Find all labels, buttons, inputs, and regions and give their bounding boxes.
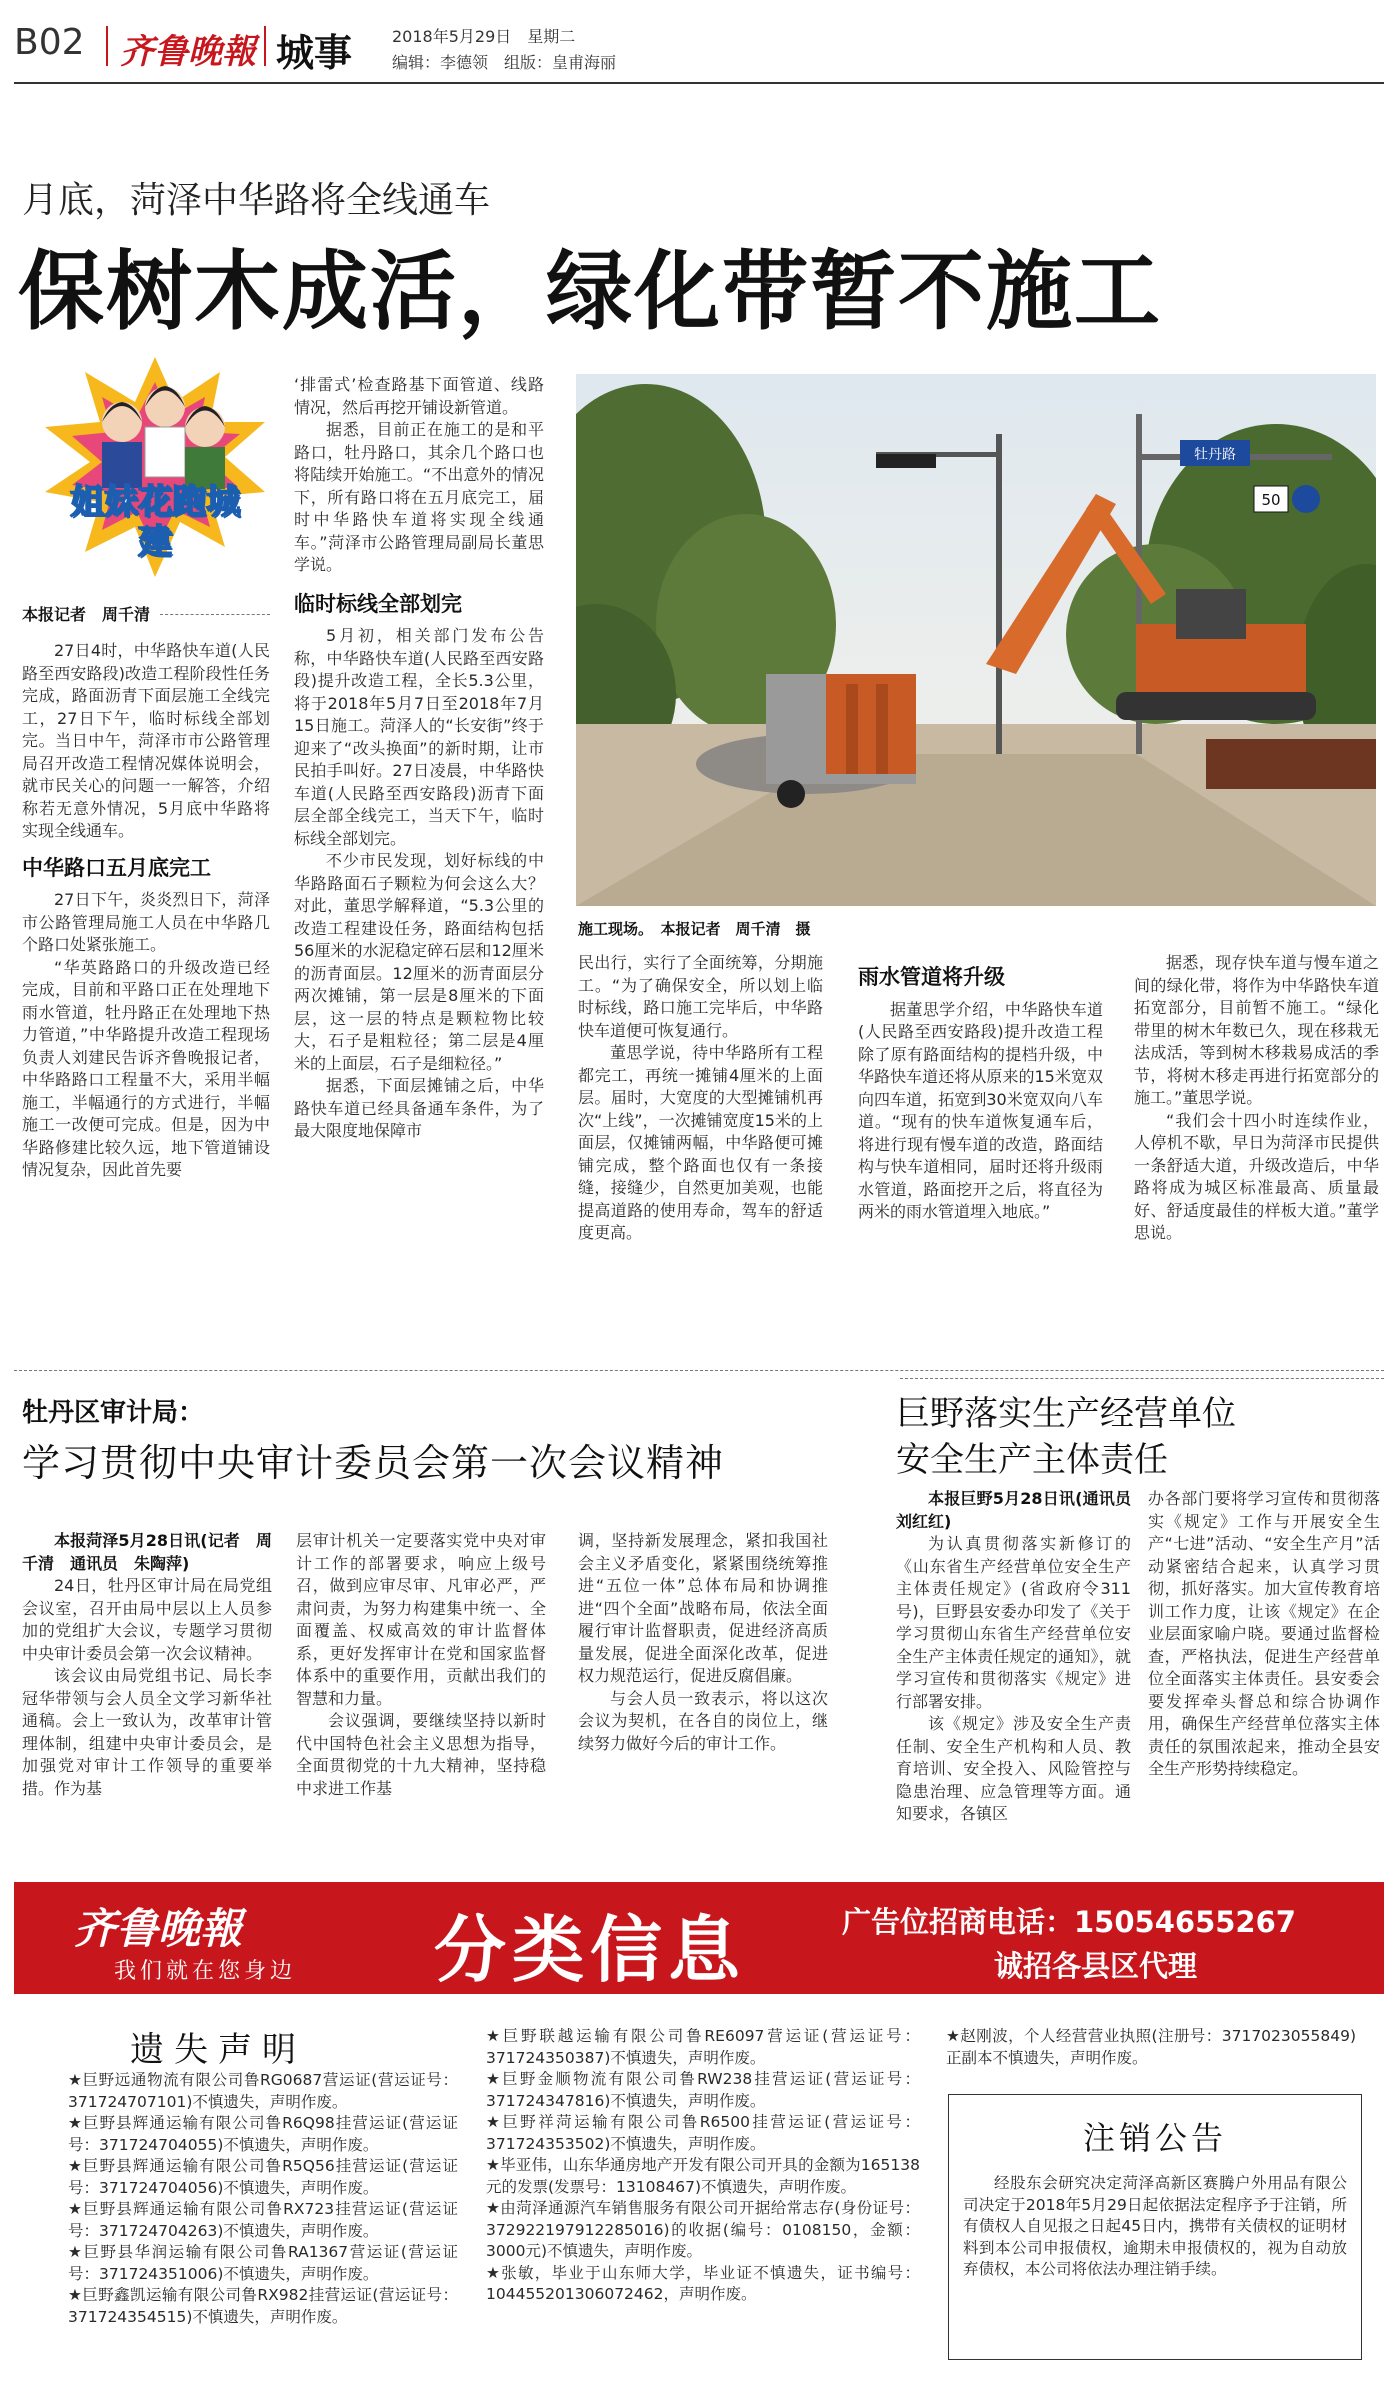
masthead-rule bbox=[14, 82, 1384, 84]
masthead bbox=[14, 14, 1384, 76]
paragraph: 办各部门要将学习宣传和贯彻落实《规定》工作与开展安全生产“七进”活动、“安全生产月”活动紧密结合起来，认真学习贯彻，抓好落实。加大宣传教育培训工作力度，让该《规定》在企业层面家喻户晓。要通过监督检查，严格执法，促进生产经营单位全面落实主体责任。县安委会要发挥牵头督总和综合协调作用，确保生产经营单位落实主体责任的氛围浓起来，推动全县安全生产形势持续稳定。 bbox=[1148, 1489, 1380, 1778]
notice-item: ★赵刚波，个人经营营业执照(注册号：3717023055849)正副本不慎遗失，声明作废。 bbox=[946, 2027, 1356, 2067]
cancel-body bbox=[963, 2173, 1347, 2281]
subhead-rainwater: 雨水管道将升级 bbox=[858, 965, 1005, 989]
section-divider bbox=[14, 1370, 1384, 1371]
paragraph: 27日下午，炎炎烈日下，菏泽市公路管理局施工人员在中华路几个路口处紧张施工。 bbox=[22, 890, 270, 954]
reporter-byline: 本报记者 周千清 bbox=[22, 605, 151, 624]
notice-item: ★巨野县辉通运输有限公司鲁RX723挂营运证(营运证号：371724704263)不慎遗失，声明作废。 bbox=[68, 2200, 458, 2240]
column-badge bbox=[40, 352, 270, 582]
reporter-face-3 bbox=[185, 407, 225, 447]
banner-title: 分类信息 bbox=[434, 1908, 747, 1992]
speed-sign-text: 50 bbox=[1261, 491, 1281, 509]
juye-dateline: 本报巨野5月28日讯(通讯员 刘红红) bbox=[896, 1489, 1148, 1531]
notice-item: ★巨野鑫凯运输有限公司鲁RX982挂营运证(营运证号：371724354515)不慎遗失，声明作废。 bbox=[68, 2286, 458, 2326]
audit-kicker: 牡丹区审计局： bbox=[22, 1398, 205, 1428]
paragraph: 据悉，现存快车道与慢车道之间的绿化带，将作为中华路快车道拓宽部分，目前暂不施工。“绿化带里的树木年数已久，现在移栽无法成活，等到树木移栽易成活的季节，将树木移走再进行拓宽部分的施工。”董思学说。 bbox=[1134, 953, 1379, 1107]
editor-line: 编辑：李德领 组版：皇甫海丽 bbox=[392, 53, 617, 72]
main-headline: 保树木成活，绿化带暂不施工 bbox=[18, 242, 1162, 342]
signal-pole bbox=[996, 434, 1002, 754]
paper-logo: 齐鲁晚報 bbox=[120, 32, 256, 72]
main-col-1 bbox=[22, 640, 270, 1182]
cancel-notice-box bbox=[948, 2094, 1362, 2360]
masthead-divider bbox=[106, 26, 108, 66]
main-col-5 bbox=[1134, 952, 1379, 1245]
lost-col-2 bbox=[486, 2026, 920, 2306]
paragraph: 27日4时，中华路快车道(人民路至西安路段)改造工程阶段性任务完成，路面沥青下面层施工全线完工，27日下午，临时标线全部划完。当日中午，菏泽市市公路管理局召开改造工程情况媒体说明会，就市民关心的问题一一解答，介绍称若无意外情况，5月底中华路将实现全线通车。 bbox=[22, 641, 270, 840]
paragraph: 24日，牡丹区审计局在局党组会议室，召开由局中层以上人员参加的党组扩大会议，专题学习贯彻中央审计委员会第一次会议精神。 bbox=[22, 1576, 272, 1663]
paragraph: 据悉，下面层摊铺之后，中华路快车道已经具备通车条件，为了最大限度地保障市 bbox=[294, 1076, 544, 1140]
photo-caption: 施工现场。 本报记者 周千清 摄 bbox=[578, 920, 811, 938]
audit-col-2 bbox=[296, 1530, 546, 1800]
notice-item: ★巨野远通物流有限公司鲁RG0687营运证(营运证号：371724707101)不慎遗失，声明作废。 bbox=[68, 2071, 458, 2111]
reporter-face-2 bbox=[145, 387, 185, 427]
notice-item: ★巨野县辉通运输有限公司鲁R6Q98挂营运证(营运证号：371724704055)不慎遗失，声明作废。 bbox=[68, 2114, 458, 2154]
main-kicker: 月底，菏泽中华路将全线通车 bbox=[22, 180, 491, 221]
paragraph: 层审计机关一定要落实党中央对审计工作的部署要求，响应上级号召，做到应审尽审、凡审必严，严肃问责，为努力构建集中统一、全面覆盖、权威高效的审计监督体系，更好发挥审计在党和国家监督体系中的重要作用，贡献出我们的智慧和力量。 bbox=[296, 1531, 546, 1708]
road-sign-text: 牡丹路 bbox=[1194, 447, 1236, 463]
paragraph: 调，坚持新发展理念，紧扣我国社会主义矛盾变化，紧紧围绕统筹推进“五位一体”总体布局和协调推进“四个全面”战略布局，依法全面履行审计监督职责，促进经济高质量发展，促进全面深化改革，促进权力规范运行，促进反腐倡廉。 bbox=[578, 1531, 828, 1685]
notice-item: ★巨野县辉通运输有限公司鲁R5Q56挂营运证(营运证号：371724704056)不慎遗失，声明作废。 bbox=[68, 2157, 458, 2197]
paragraph: 董思学说，待中华路所有工程都完工，再统一摊铺4厘米的上面层。届时，大宽度的大型摊铺机再次“上线”，一次摊铺宽度15米的上面层，仅摊铺两幅，中华路便可摊铺完成，整个路面也仅有一条接缝，接缝少，自然更加美观，也能提高道路的使用寿命，驾车的舒适度更高。 bbox=[578, 1043, 823, 1242]
paragraph: 与会人员一致表示，将以这次会议为契机，在各自的岗位上，继续努力做好今后的审计工作。 bbox=[578, 1688, 828, 1753]
lost-title: 遗失声明 bbox=[130, 2030, 306, 2070]
paragraph: 据董思学介绍，中华路快车道(人民路至西安路段)提升改造工程除了原有路面结构的提档升级，中华路快车道还将从原来的15米宽双向四车道，拓宽到30米宽双向八车道。“现有的快车道恢复通车后，将进行现有慢车道的改造，路面结构与快车道相同，届时还将升级雨水管道，路面挖开之后，将直径为两米的雨水管道埋入地底。” bbox=[858, 999, 1103, 1221]
main-col-4 bbox=[858, 952, 1103, 1224]
subhead-intersection: 中华路口五月底完工 bbox=[22, 855, 211, 880]
paragraph: 经股东会研究决定菏泽高新区赛腾户外用品有限公司决定于2018年5月29日起依据法定程序予于注销，所有债权人自见报之日起45日内，携带有关债权的证明材料到本公司申报债权，逾期未申报债权的，视为自动放弃债权，本公司将依法办理注销手续。 bbox=[963, 2174, 1347, 2278]
byline-dash bbox=[160, 614, 270, 615]
audit-col-1 bbox=[22, 1530, 272, 1800]
paragraph: 据悉，目前正在施工的是和平路口，牡丹路口，其余几个路口也将陆续开始施工。“不出意外的情况下，所有路口将在五月底完工，届时中华路快车道将实现全线通车。”菏泽市公路管理局副局长董思学说。 bbox=[294, 420, 544, 574]
notice-item: ★巨野金顺物流有限公司鲁RW238挂营运证(营运证号：371724347816)不慎遗失，声明作废。 bbox=[486, 2070, 920, 2110]
notice-item: ★巨野县华润运输有限公司鲁RA1367营运证(营运证号：371724351006)不慎遗失，声明作废。 bbox=[68, 2243, 458, 2283]
section-title: 城事 bbox=[276, 31, 353, 75]
page-code: B02 bbox=[14, 22, 85, 63]
paragraph: 会议强调，要继续坚持以新时代中国特色社会主义思想为指导，全面贯彻党的十九大精神，坚持稳中求进工作基 bbox=[296, 1711, 546, 1798]
main-col-2 bbox=[294, 374, 544, 1143]
juye-top-rule bbox=[900, 1378, 1384, 1379]
main-col-3 bbox=[578, 952, 823, 1245]
banner-slogan: 我们就在您身边 bbox=[114, 1959, 297, 1984]
audit-dateline: 本报菏泽5月28日讯(记者 周千清 通讯员 朱陶萍) bbox=[22, 1531, 272, 1573]
juye-headline-2: 安全生产主体责任 bbox=[896, 1440, 1168, 1480]
date-line: 2018年5月29日 星期二 bbox=[392, 27, 576, 46]
lost-col-3 bbox=[946, 2026, 1356, 2069]
reporter-face-1 bbox=[102, 402, 142, 442]
juye-headline-1: 巨野落实生产经营单位 bbox=[896, 1394, 1236, 1434]
notice-item: ★巨野祥菏运输有限公司鲁R6500挂营运证(营运证号：371724353502)不慎遗失，声明作废。 bbox=[486, 2113, 920, 2153]
audit-headline: 学习贯彻中央审计委员会第一次会议精神 bbox=[22, 1441, 725, 1485]
paragraph: ‘排雷式’检查路基下面管道、线路情况，然后再挖开铺设新管道。 bbox=[294, 375, 544, 417]
paragraph: “我们会十四小时连续作业，人停机不歇，早日为菏泽市民提供一条舒适大道，升级改造后，中华路将成为城区标准最高、质量最好、舒适度最佳的样板大道。”董学思说。 bbox=[1134, 1110, 1379, 1242]
banner-phone: 广告位招商电话：15054655267 bbox=[842, 1905, 1296, 1939]
construction-photo bbox=[576, 374, 1376, 906]
juye-col-2 bbox=[1148, 1488, 1380, 1781]
banner-logo: 齐鲁晚報 bbox=[74, 1904, 243, 1953]
paragraph: 为认真贯彻落实新修订的《山东省生产经营单位安全生产主体责任规定》(省政府令311号)，巨野县安委办印发了《关于学习贯彻山东省生产经营单位安全生产主体责任规定的通知》，就学习宣传和贯彻落实《规定》进行部署安排。 bbox=[896, 1534, 1131, 1711]
pipes bbox=[1206, 739, 1376, 789]
paragraph: 不少市民发现，划好标线的中华路路面石子颗粒为何会这么大？对此，董思学解释道，“5.3公里的改造工程建设任务，路面结构包括56厘米的水泥稳定碎石层和12厘米的沥青面层。12厘米的沥青面层分两次摊铺，第一层是8厘米的下面层，这一层的特点是颗粒物比较大，石子是粗粒径；第二层是4厘米的上面层，石子是细粒径。” bbox=[294, 851, 544, 1073]
paragraph: 民出行，实行了全面统筹，分期施工。“为了确保安全，所以划上临时标线，路口施工完毕后，中华路快车道便可恢复通行。 bbox=[578, 953, 823, 1040]
paragraph: 该《规定》涉及安全生产责任制、安全生产机构和人员、教育培训、安全投入、风险管控与隐患治理、应急管理等方面。通知要求，各镇区 bbox=[896, 1714, 1131, 1823]
classified-banner bbox=[14, 1882, 1384, 1994]
banner-recruit: 诚招各县区代理 bbox=[994, 1949, 1198, 1983]
masthead-divider-2 bbox=[264, 26, 266, 66]
subhead-marking: 临时标线全部划完 bbox=[294, 591, 462, 616]
badge-text: 姐妹花跑城建 bbox=[70, 482, 240, 562]
notice-item: ★由菏泽通源汽车销售服务有限公司开据给常志存(身份证号：372922197912285016)的收据(编号：0108150，金额：3000元)不慎遗失，声明作废。 bbox=[486, 2199, 920, 2260]
cancel-title: 注销公告 bbox=[1082, 2119, 1227, 2157]
lost-col-1 bbox=[68, 2070, 458, 2328]
audit-col-3 bbox=[578, 1530, 828, 1755]
paragraph: 该会议由局党组书记、局长李冠华带领与会人员全文学习新华社通稿。会上一致认为，改革审计管理体制，组建中央审计委员会，是加强党对审计工作领导的重要举措。作为基 bbox=[22, 1666, 272, 1798]
paragraph: 5月初，相关部门发布公告称，中华路快车道(人民路至西安路段)提升改造工程，全长5.3公里，将于2018年5月7日至2018年7月15日施工。菏泽人的“长安街”终于迎来了“改头换面”的新时期，让市民拍手叫好。27日凌晨，中华路快车道(人民路至西安路段)沥青下面层全部全线完工，当天下午，临时标线全部划完。 bbox=[294, 626, 544, 848]
notice-item: ★巨野联越运输有限公司鲁RE6097营运证(营运证号：371724350387)不慎遗失，声明作废。 bbox=[486, 2027, 920, 2067]
notice-item: ★毕亚伟，山东华通房地产开发有限公司开具的金额为165138元的发票(发票号：13108467)不慎遗失，声明作废。 bbox=[486, 2156, 920, 2196]
notice-item: ★张敏，毕业于山东师大学，毕业证不慎遗失，证书编号：104455201306072462，声明作废。 bbox=[486, 2263, 920, 2303]
juye-col-1 bbox=[896, 1488, 1148, 1826]
paragraph: “华英路路口的升级改造已经完成，目前和平路口正在处理地下雨水管道，牡丹路正在处理地下热力管道，”中华路提升改造工程现场负责人刘建民告诉齐鲁晚报记者，中华路路口工程量不大，采用半幅施工，半幅通行的方式进行，半幅施工一改便可完成。但是，因为中华路修建比较久远，地下管道铺设情况复杂，因此首先要 bbox=[22, 957, 270, 1179]
